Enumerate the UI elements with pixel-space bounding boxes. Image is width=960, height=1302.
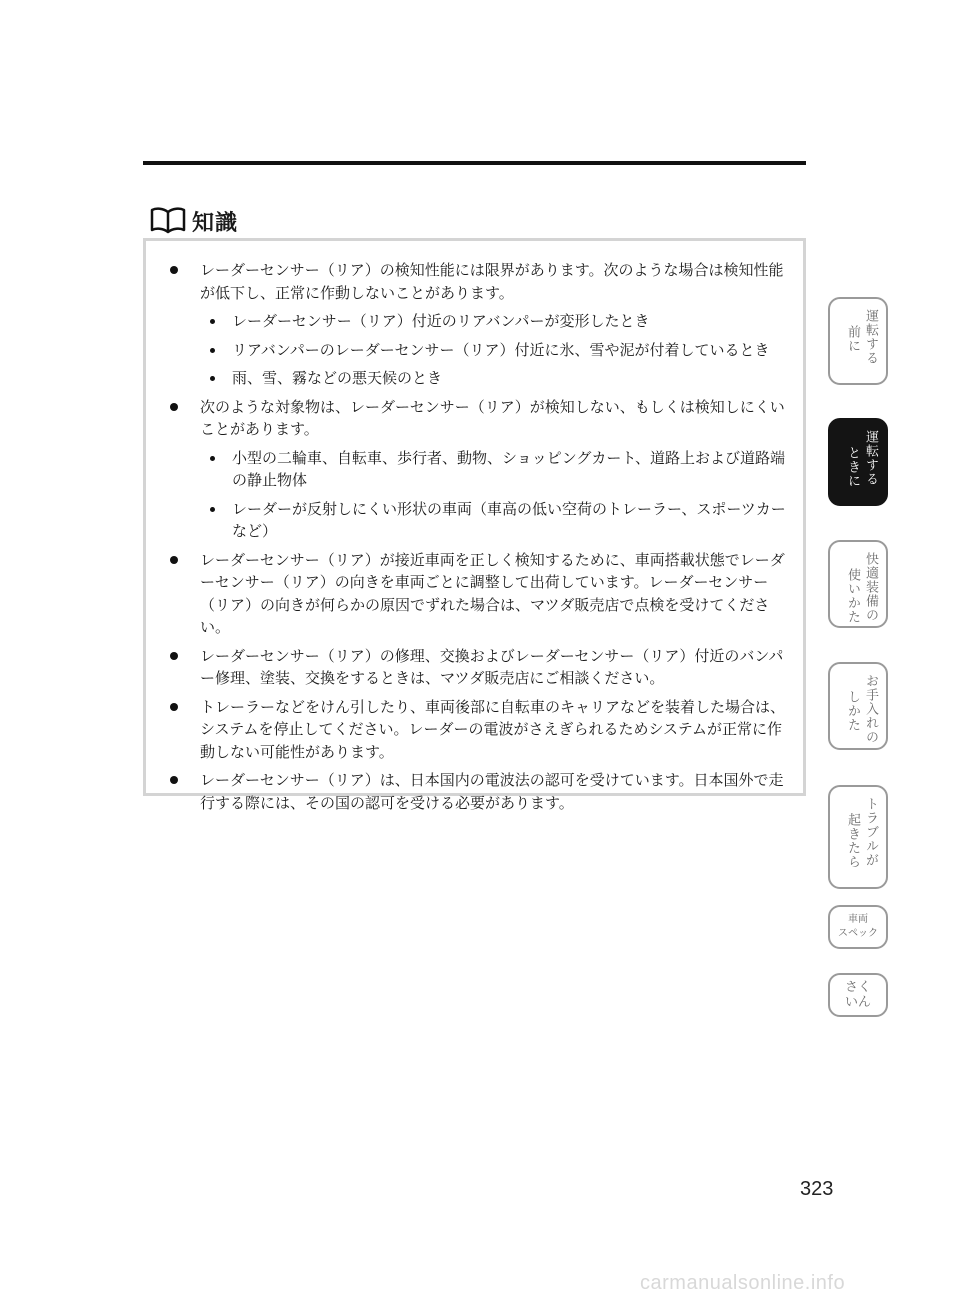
item-text: リアバンパーのレーダーセンサー（リア）付近に氷、雪や泥が付着しているとき (232, 340, 770, 359)
item-text: レーダーセンサー（リア）の検知性能には限界があります。次のような場合は検知性能が低下し、正常に作動しないことがあります。 (200, 261, 784, 302)
bullet-dot-icon (170, 652, 178, 660)
info-content (164, 259, 793, 820)
sub-item (164, 498, 793, 543)
item-text: レーダーセンサー（リア）付近のリアバンパーが変形したとき (232, 312, 650, 330)
sub-bullet-dot-icon (210, 376, 215, 381)
item-text: 雨、雪、霧などの悪天候のとき (232, 369, 443, 387)
item-text: レーダーセンサー（リア）の修理、交換およびレーダーセンサー（リア）付近のバンパー修理、塗装、交換をするときは、マツダ販売店にご相談ください。 (200, 646, 784, 687)
top-rule (143, 161, 806, 165)
page-number: 323 (800, 1178, 834, 1200)
tab-label-line2: ときに (845, 446, 860, 488)
tab-label-line1: さく (844, 980, 871, 995)
sub-bullet-dot-icon (210, 348, 215, 353)
bullet-dot-icon (170, 403, 178, 411)
info-box (143, 238, 806, 812)
item-text: レーダーセンサー（リア）が接近車両を正しく検知するために、車両搭載状態でレーダーセンサー（リア）の向きを車両ごとに調整して出荷しています。レーダーセンサー（リア）の向きが何らかの原因でずれた場合は、マツダ販売店で点検を受けてください。 (200, 550, 785, 636)
tab-maintenance[interactable] (828, 662, 888, 750)
item-text: 次のような対象物は、レーダーセンサー（リア）が検知しない、もしくは検知しにくいことがあります。 (200, 397, 785, 438)
bullet-item (164, 769, 793, 814)
tab-troubleshooting[interactable] (828, 785, 888, 889)
tab-label-line2: スペック (838, 928, 878, 939)
tab-label-line2: 起きたら (845, 813, 860, 869)
watermark: carmanualsonline.info (640, 1272, 846, 1294)
tab-before-driving[interactable] (828, 297, 888, 385)
sub-bullet-dot-icon (210, 456, 215, 461)
tab-label-line2: 使いかた (845, 568, 860, 624)
tab-label-line1: トラブルが (863, 797, 878, 867)
tab-label-line1: 運転する (863, 430, 878, 486)
tab-comfort-equipment[interactable] (828, 540, 888, 628)
tab-label-line1: 快適装備の (863, 552, 878, 622)
item-text: トレーラーなどをけん引したり、車両後部に自転車のキャリアなどを装着した場合は、システムを停止してください。レーダーの電波がさえぎられるためシステムが正常に作動しない可能性があります。 (200, 697, 786, 761)
tab-label-line2: しかた (845, 690, 860, 732)
tab-label (830, 913, 886, 941)
item-text: 小型の二輪車、自転車、歩行者、動物、ショッピングカート、道路上および道路端の静止物体 (232, 448, 786, 489)
bullet-item (164, 645, 793, 690)
bullet-item (164, 696, 793, 764)
tab-label-line1: 車両 (848, 914, 868, 925)
bullet-item (164, 549, 793, 639)
item-text: レーダーセンサー（リア）は、日本国内の電波法の認可を受けています。日本国外で走行する際には、その国の認可を受ける必要があります。 (200, 771, 784, 812)
sub-item (164, 310, 793, 333)
tab-label-line1: お手入れの (863, 674, 878, 744)
section-heading (150, 204, 238, 238)
tab-label-line1: 運転する (863, 309, 878, 365)
sub-item (164, 367, 793, 390)
sub-bullet-dot-icon (210, 507, 215, 512)
bullet-item (164, 396, 793, 441)
sub-item (164, 339, 793, 362)
tab-when-driving[interactable] (828, 418, 888, 506)
tab-label (830, 980, 886, 1010)
tab-specifications[interactable] (828, 905, 888, 949)
heading-title: 知識 (192, 210, 239, 236)
bullet-dot-icon (170, 266, 178, 274)
sub-item (164, 447, 793, 492)
tab-label-line2: 前に (845, 325, 860, 353)
bullet-dot-icon (170, 703, 178, 711)
bullet-dot-icon (170, 776, 178, 784)
tab-label-line2: いん (844, 995, 871, 1010)
open-book-icon (150, 206, 186, 236)
bullet-item (164, 259, 793, 304)
item-text: レーダーが反射しにくい形状の車両（車高の低い空荷のトレーラー、スポーツカーなど） (232, 499, 786, 540)
sub-bullet-dot-icon (210, 319, 215, 324)
tab-index[interactable] (828, 973, 888, 1017)
bullet-dot-icon (170, 556, 178, 564)
